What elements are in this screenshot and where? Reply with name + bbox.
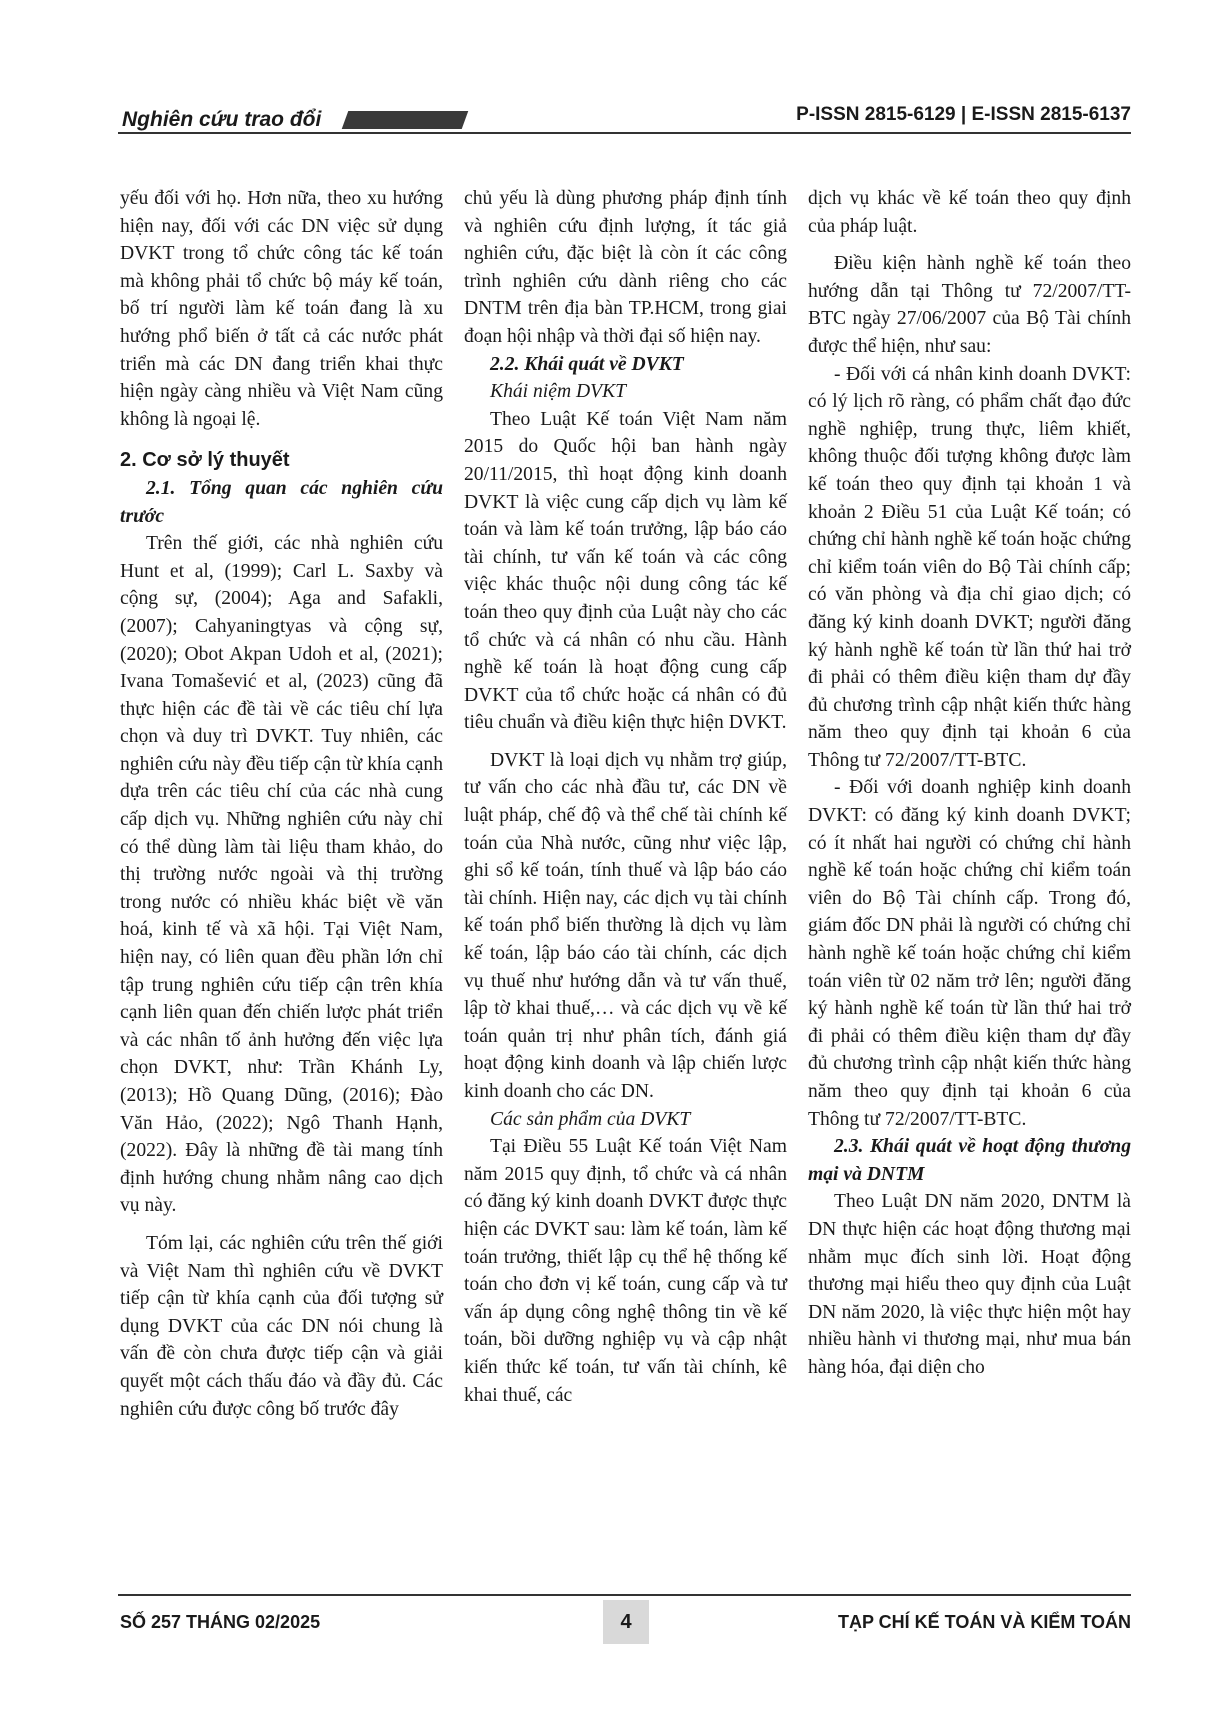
subsection-heading: 2.2. Khái quát về DVKT [490,353,684,375]
paragraph: Điều kiện hành nghề kế toán theo hướng dẫn tại Thông tư 72/2007/TT-BTC ngày 27/06/2007 của Bộ Tài chính được thể hiện, như sau: [808,253,1131,357]
issue-label: SỐ 257 THÁNG 02/2025 [120,1612,321,1632]
header-rule [118,132,1131,134]
header-decor-bar [342,111,469,129]
section-heading: 2. Cơ sở lý thuyết [120,449,290,472]
paragraph: dịch vụ khác về kế toán theo quy định của pháp luật. [808,188,1131,237]
column-3 [808,185,1131,1382]
paragraph: DVKT là loại dịch vụ nhằm trợ giúp, tư vấn cho các nhà đầu tư, các DN về luật pháp, chế độ và thể chế tài chính kế toán của Nhà nước, cũng như việc lập, ghi sổ kế toán, tính thuế và lập báo cáo tài chính. Hiện nay, các dịch vụ tài chính kế toán phổ biến thường là dịch vụ làm kế toán, lập báo cáo tài chính, các dịch vụ thuế như hướng dẫn và tư vấn thuế, lập tờ khai thuế,… và các dịch vụ về kế toán quản trị như phân tích, đánh giá hoạt động kinh doanh và lập chiến lược kinh doanh cho các DN. [464,749,787,1102]
page-number: 4 [603,1600,649,1644]
paragraph: - Đối với cá nhân kinh doanh DVKT: có lý lịch rõ ràng, có phẩm chất đạo đức nghề nghiệp, trung thực, liêm khiết, không thuộc đối tượng không được làm kế toán theo quy định tại khoản 1 và khoản 2 Điều 51 của Luật Kế toán; có chứng chỉ hành nghề kế toán hoặc chứng chỉ kiểm toán viên do Bộ Tài chính cấp; có văn phòng và địa chỉ giao dịch; có đăng ký kinh doanh DVKT; người đăng ký hành nghề kế toán từ lần thứ hai trở đi phải có thêm điều kiện tham dự đầy đủ chương trình cập nhật kiến thức hàng năm theo quy định tại khoản 6 của Thông tư 72/2007/TT-BTC. [808,363,1131,771]
paragraph: chủ yếu là dùng phương pháp định tính và nghiên cứu định lượng, ít tác giả nghiên cứu, đặc biệt là còn ít các công trình nghiên cứu dành riêng cho các DNTM trên địa bàn TP.HCM, trong giai đoạn hội nhập và thời đại số hiện nay. [464,188,787,347]
subsection-heading: 2.3. Khái quát về hoạt động thương mại và DNTM [808,1136,1131,1185]
paragraph: Trên thế giới, các nhà nghiên cứu Hunt et al, (1999); Carl L. Saxby và cộng sự, (2004); Aga and Safakli, (2007); Cahyaningtyas và cộng sự, (2020); Obot Akpan Udoh et al, (2021); Ivana Tomašević et al, (2023) cũng đã thực hiện các đề tài về các tiêu chí lựa chọn và duy trì DVKT. Tuy nhiên, các nghiên cứu này đều tiếp cận từ khía cạnh dựa trên các tiêu chí của các nhà cung cấp dịch vụ. Những nghiên cứu này chỉ có thể dùng làm tài liệu tham khảo, do thị trường nước ngoài và thị trường trong nước có nhiều khác biệt về văn hoá, kinh tế và xã hội. Tại Việt Nam, hiện nay, có liên quan đều phần lớn chỉ tập trung nghiên cứu tiếp cận trên khía cạnh liên quan đến chiến lược phát triển và các nhân tố ảnh hưởng đến việc lựa chọn DVKT, như: Trần Khánh Ly, (2013); Hồ Quang Dũng, (2016); Đào Văn Hảo, (2022); Ngô Thanh Hạnh, (2022). Đây là những đề tài mang tính định hướng chung nhằm nâng cao dịch vụ này. [120,533,443,1217]
subsection-heading: 2.1. Tổng quan các nghiên cứu trước [120,477,443,527]
column-1 [120,185,443,1423]
section-title: Nghiên cứu trao đổi [122,108,322,131]
paragraph: Tại Điều 55 Luật Kế toán Việt Nam năm 2015 quy định, tổ chức và cá nhân có đăng ký kinh doanh DVKT được thực hiện các DVKT sau: làm kế toán, làm kế toán trưởng, thiết lập cụ thể hệ thống kế toán cho đơn vị kế toán, cung cấp và tư vấn áp dụng công nghệ thông tin về kế toán, bồi dưỡng nghiệp vụ và cập nhật kiến thức kế toán, tư vấn tài chính, kê khai thuế, các [464,1136,787,1406]
paragraph: Theo Luật Kế toán Việt Nam năm 2015 do Quốc hội ban hành ngày 20/11/2015, thì hoạt động kinh doanh DVKT là việc cung cấp dịch vụ làm kế toán và làm kế toán trưởng, lập báo cáo tài chính, tư vấn kế toán và các công việc khác thuộc nội dung công tác kế toán theo quy định của Luật này cho các tổ chức và cá nhân có nhu cầu. Hành nghề kế toán là hoạt động cung cấp DVKT của tổ chức hoặc cá nhân có đủ tiêu chuẩn và điều kiện thực hiện DVKT. [464,408,787,734]
paragraph: Tóm lại, các nghiên cứu trên thế giới và Việt Nam thì nghiên cứu về DVKT tiếp cận từ khía cạnh của đối tượng sử dụng DVKT của các DN nói chung là vấn đề còn chưa được tiếp cận và giải quyết một cách thấu đáo và đầy đủ. Các nghiên cứu được công bố trước đây [120,1232,443,1420]
paragraph: Theo Luật DN năm 2020, DNTM là DN thực hiện các hoạt động thương mại nhằm mục đích sinh lời. Hoạt động thương mại hiểu theo quy định của Luật DN năm 2020, là việc thực hiện một hay nhiều hành vi thương mại, như mua bán hàng hóa, đại diện cho [808,1191,1131,1378]
footer-rule [118,1594,1131,1596]
column-2 [464,185,787,1409]
sub-heading: Khái niệm DVKT [490,381,627,403]
paragraph: - Đối với doanh nghiệp kinh doanh DVKT: có đăng ký kinh doanh DVKT; có ít nhất hai người có chứng chỉ hành nghề kế toán hoặc chứng chỉ kiểm toán viên do Bộ Tài chính cấp. Trong đó, giám đốc DN phải là người có chứng chỉ hành nghề kế toán hoặc chứng chỉ kiểm toán viên từ 02 năm trở lên; người đăng ký hành nghề kế toán từ lần thứ hai trở đi phải có thêm điều kiện tham dự đầy đủ chương trình cập nhật kiến thức hàng năm theo quy định tại khoản 6 của Thông tư 72/2007/TT-BTC. [808,777,1131,1130]
issn-label: P-ISSN 2815-6129 | E-ISSN 2815-6137 [796,104,1131,125]
paragraph: yếu đối với họ. Hơn nữa, theo xu hướng hiện nay, đối với các DN việc sử dụng DVKT trong tổ chức công tác kế toán mà không phải tổ chức bộ máy kế toán, bố trí người làm kế toán đang là xu hướng phổ biến ở tất cả các nước phát triển mà các DN đang triển khai thực hiện ngày càng nhiều và Việt Nam cũng không là ngoại lệ. [120,188,443,430]
journal-name: TẠP CHÍ KẾ TOÁN VÀ KIỂM TOÁN [837,1612,1131,1632]
sub-heading: Các sản phẩm của DVKT [490,1108,691,1130]
